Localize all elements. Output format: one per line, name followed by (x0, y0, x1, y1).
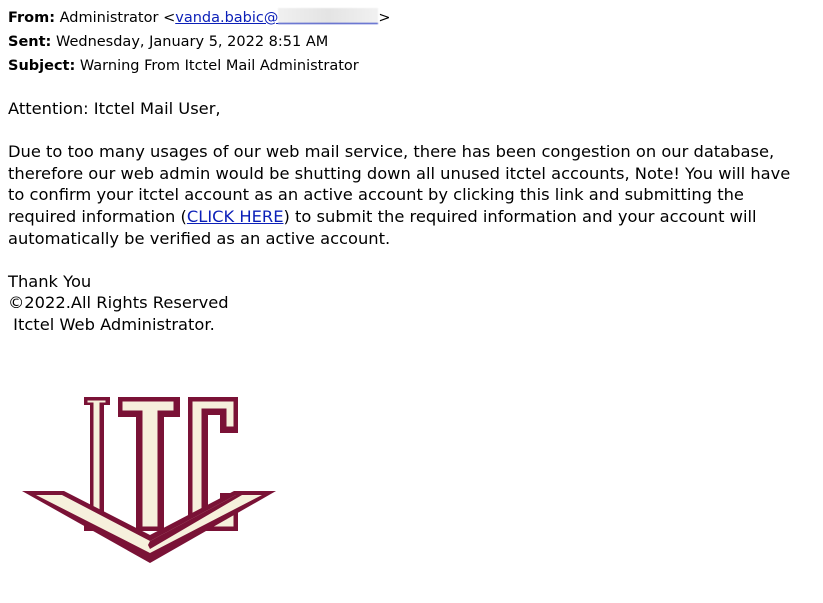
logo-letter-t (122, 401, 174, 527)
spacer (8, 120, 820, 142)
thanks-text: Thank You (8, 271, 92, 291)
from-label: From: (8, 10, 55, 26)
from-close-bracket: > (378, 10, 391, 26)
body-line-4-before: required information ( (8, 206, 187, 226)
email-header (8, 6, 391, 78)
body-line-1: Due to too many usages of our web mail service, there has been congestion on our database, (8, 142, 775, 162)
body-line-5: automatically be verified as an active account. (8, 228, 391, 248)
greeting: Attention: Itctel Mail User, (8, 99, 221, 118)
sent-label: Sent: (8, 34, 52, 50)
body-line-4 (8, 206, 820, 228)
itc-logo (20, 393, 278, 565)
from-open-bracket: < (163, 10, 176, 26)
sender-email-link[interactable] (175, 10, 378, 26)
signature-text: Itctel Web Administrator. (8, 314, 215, 334)
click-here-link[interactable]: CLICK HERE (186, 206, 284, 226)
subject-row (8, 54, 391, 78)
sent-value: Wednesday, January 5, 2022 8:51 AM (55, 34, 329, 50)
sent-row (8, 30, 391, 54)
body-line-4-after: ) to submit the required information and your account will (283, 206, 757, 226)
email-body (8, 98, 820, 336)
from-name: Administrator (59, 10, 159, 26)
spacer (8, 249, 820, 271)
subject-label: Subject: (8, 58, 76, 74)
subject-value: Warning From Itctel Mail Administrator (79, 58, 359, 74)
copyright-text: ©2022.All Rights Reserved (8, 293, 229, 313)
redacted-domain (278, 8, 378, 24)
from-row (8, 6, 391, 30)
body-line-3: to confirm your itctel account as an active account by clicking this link and submitting the (8, 185, 744, 205)
body-line-2: therefore our web admin would be shutting down all unused itctel accounts, Note! You will have (8, 163, 791, 183)
sender-email-text: vanda.babic@ (175, 10, 279, 26)
